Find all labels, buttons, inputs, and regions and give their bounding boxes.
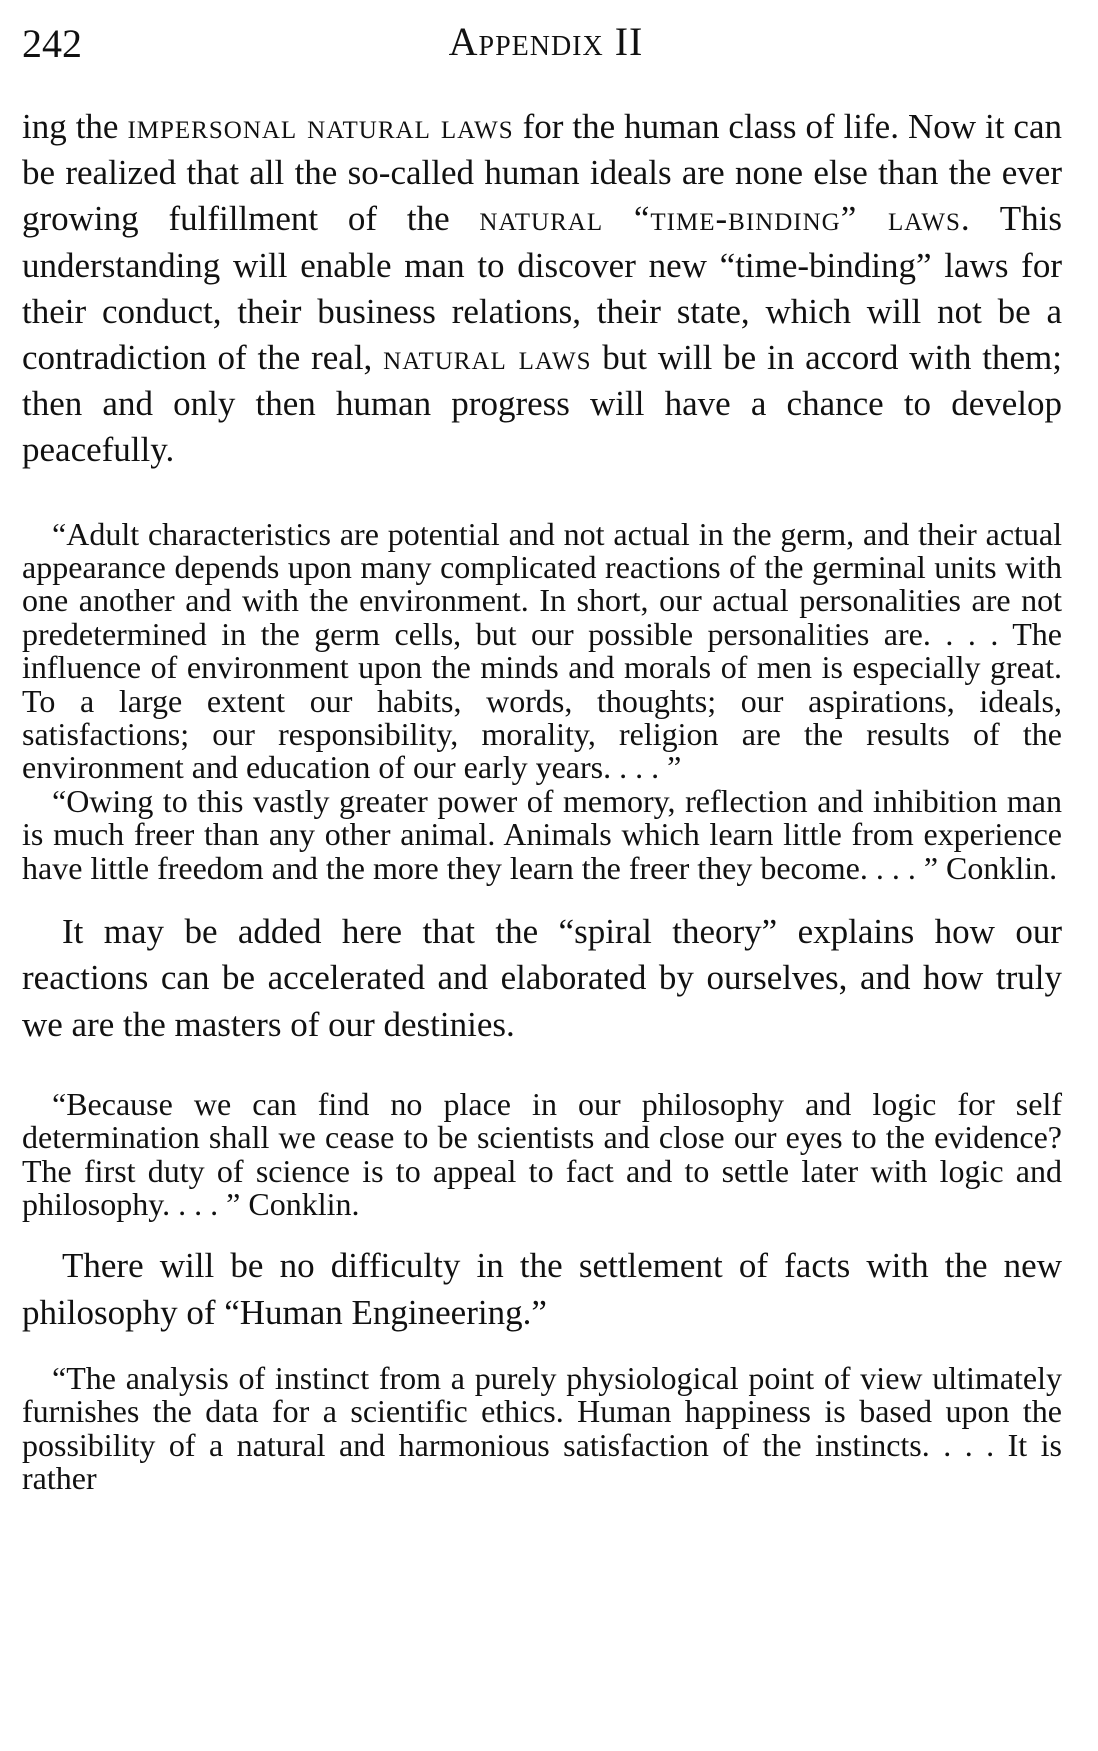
quote-memory-freedom: “Owing to this vastly greater power of memory, reflection and inhibition man is much freer than any other animal. Animals which learn little from experience have little freedom and the more they learn the freer they become. . . . ” Conklin.: [22, 782, 1062, 886]
paragraph-human-engineering: There will be no difficulty in the settlement of facts with the new philosophy of “Human Engineering.”: [22, 1246, 1062, 1332]
page-number: 242: [22, 21, 82, 66]
page-body: [22, 104, 1062, 1495]
running-head: Appendix II: [448, 19, 644, 64]
text-run: This understanding will enable man to discover new “time-binding” laws for their conduct, their business relations, their state, which will not be a contradiction of the real,: [22, 199, 1062, 378]
quote-self-determination: “Because we can find no place in our philosophy and logic for self determination shall we cease to be scientists and close our eyes to the evidence? The first duty of science is to appeal to fact and to settle later with logic and philosophy. . . . ” Conklin.: [22, 1085, 1062, 1222]
paragraph-spiral-theory: It may be added here that the “spiral theory” explains how our reactions can be accelerated and elaborated by ourselves, and how truly we are the masters of our destinies.: [22, 912, 1062, 1044]
quote-instinct-analysis: “The analysis of instinct from a purely physiological point of view ultimately furnishes the data for a scientific ethics. Human happiness is based upon the possibility of a natural and harmonious satisfaction of the instincts. . . . It is rather: [22, 1359, 1062, 1496]
small-caps-run: natural “time-binding” laws.: [479, 199, 971, 239]
paragraph-natural-laws: [22, 104, 1062, 474]
text-run: but will be in accord with them; then and only then human progress will have a chance to develop peacefully.: [22, 338, 1062, 470]
small-caps-run: natural laws: [383, 338, 592, 378]
quote-adult-characteristics: “Adult characteristics are potential and not actual in the germ, and their actual appearance depends upon many complicated reactions of the germinal units with one another and with the environment. In short, our actual personalities are not predetermined in the germ cells, but our possible personalities are. . . . The influence of environment upon the minds and morals of men is especially great. To a large extent our habits, words, thoughts; our aspirations, ideals, satisfactions; our responsibility, morality, religion are the results of the environment and education of our early years. . . . ”: [22, 515, 1062, 786]
small-caps-run: impersonal natural laws: [127, 107, 514, 146]
page-header: [22, 14, 1070, 74]
text-run: ing the: [22, 107, 128, 146]
text-run: for the human class of life. Now it can be realized that all the so-called human ideals are none else than the ever growing fulfillment of the: [22, 107, 1062, 239]
